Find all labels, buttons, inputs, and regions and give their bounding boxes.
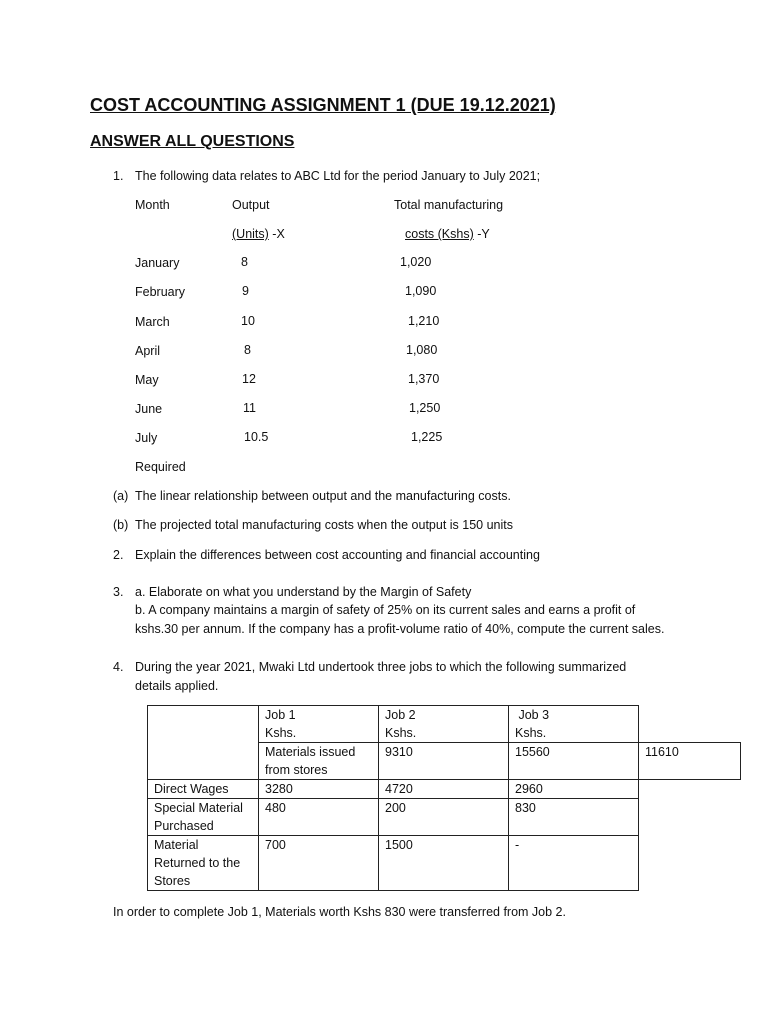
table-header-job-1: Job 1 Kshs. xyxy=(259,706,379,743)
q1-text: The following data relates to ABC Ltd for the period January to July 2021; xyxy=(135,169,541,183)
q1-month-feb: February xyxy=(135,285,186,299)
q1-cost-jun: 1,250 xyxy=(409,401,441,415)
table-cell: 700 xyxy=(259,836,379,891)
table-cell: 3280 xyxy=(259,780,379,799)
q1-part-b-label: (b) xyxy=(113,518,129,532)
table-cell: 11610 xyxy=(639,743,741,780)
row-label-special-material: Special Material Purchased xyxy=(148,799,259,836)
q1-cost-apr: 1,080 xyxy=(406,343,438,357)
q1-cost-jan: 1,020 xyxy=(400,255,432,269)
q1-header-total-costs: costs (Kshs) -Y xyxy=(405,227,490,241)
table-cell: 200 xyxy=(379,799,509,836)
row-label-direct-wages: Direct Wages xyxy=(148,780,259,799)
q1-month-apr: April xyxy=(135,344,161,358)
q1-header-output-units: (Units) -X xyxy=(232,227,285,241)
q1-cost-jul: 1,225 xyxy=(411,430,443,444)
table-header-row xyxy=(148,706,741,743)
q1-part-a-text: The linear relationship between output and the manufacturing costs. xyxy=(135,489,511,503)
table-cell: 480 xyxy=(259,799,379,836)
q4-footer: In order to complete Job 1, Materials worth Kshs 830 were transferred from Job 2. xyxy=(113,905,566,919)
q2-number: 2. xyxy=(113,548,124,562)
q1-output-may: 12 xyxy=(242,372,256,386)
q4-number: 4. xyxy=(113,660,124,674)
q2-text: Explain the differences between cost accounting and financial accounting xyxy=(135,548,540,562)
q1-part-a-label: (a) xyxy=(113,489,129,503)
q3-number: 3. xyxy=(113,585,124,599)
document-title: COST ACCOUNTING ASSIGNMENT 1 (DUE 19.12.2021) xyxy=(90,95,556,115)
q1-output-jun: 11 xyxy=(243,401,256,415)
q1-cost-mar: 1,210 xyxy=(408,314,440,328)
table-cell: 830 xyxy=(509,799,639,836)
q1-required: Required xyxy=(135,460,186,474)
q1-cost-may: 1,370 xyxy=(408,372,440,386)
q1-cost-feb: 1,090 xyxy=(405,284,437,298)
table-row xyxy=(148,799,741,836)
q1-output-feb: 9 xyxy=(242,284,249,298)
q1-output-jul: 10.5 xyxy=(244,430,269,444)
section-heading: ANSWER ALL QUESTIONS xyxy=(90,133,295,150)
q3-line-b: b. A company maintains a margin of safety of 25% on its current sales and earns a profit of xyxy=(135,603,636,617)
row-label-material-returned: Material Returned to the Stores xyxy=(148,836,259,891)
jobs-table xyxy=(147,705,741,891)
q1-part-b-text: The projected total manufacturing costs when the output is 150 units xyxy=(135,518,514,532)
table-cell: - xyxy=(509,836,639,891)
q1-month-jul: July xyxy=(135,431,158,445)
table-cell: 2960 xyxy=(509,780,639,799)
q1-output-jan: 8 xyxy=(241,255,248,269)
q1-header-month: Month xyxy=(135,198,170,212)
table-header-job-3: Job 3 Kshs. xyxy=(509,706,639,743)
table-cell: 1500 xyxy=(379,836,509,891)
q1-month-jan: January xyxy=(135,256,180,270)
table-cell: 9310 xyxy=(379,743,509,780)
q4-line-2: details applied. xyxy=(135,679,219,693)
q1-output-apr: 8 xyxy=(244,343,251,357)
row-label-materials-issued: Materials issued from stores xyxy=(259,743,379,780)
q1-month-mar: March xyxy=(135,315,170,329)
q1-number: 1. xyxy=(113,169,124,183)
q1-header-total: Total manufacturing xyxy=(394,198,504,212)
table-cell: 15560 xyxy=(509,743,639,780)
table-corner-cell xyxy=(148,706,259,780)
q1-month-may: May xyxy=(135,373,159,387)
table-row xyxy=(148,780,741,799)
q3-line-c: kshs.30 per annum. If the company has a profit-volume ratio of 40%, compute the current sales. xyxy=(135,622,665,636)
table-cell: 4720 xyxy=(379,780,509,799)
table-header-job-2: Job 2 Kshs. xyxy=(379,706,509,743)
table-row xyxy=(148,836,741,891)
q1-output-mar: 10 xyxy=(241,314,255,328)
q1-header-output: Output xyxy=(232,198,270,212)
q1-month-jun: June xyxy=(135,402,163,416)
q3-line-a: a. Elaborate on what you understand by the Margin of Safety xyxy=(135,585,472,599)
q4-line-1: During the year 2021, Mwaki Ltd undertook three jobs to which the following summarized xyxy=(135,660,627,674)
